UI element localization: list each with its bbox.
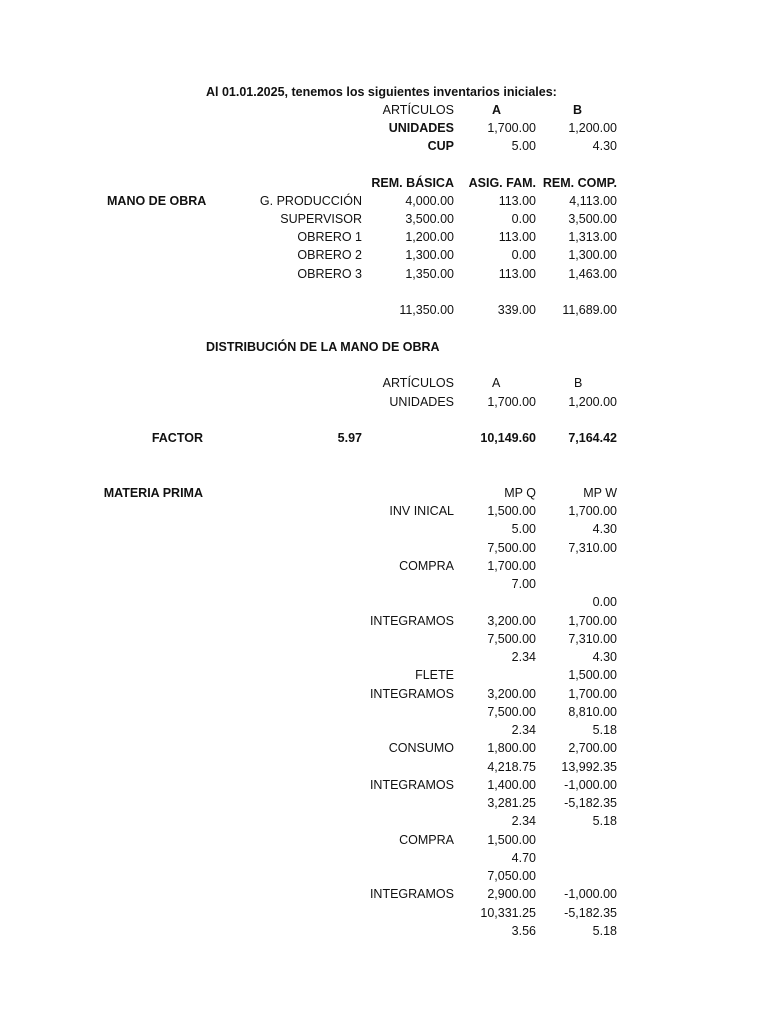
materials-row-label: CONSUMO xyxy=(388,741,454,755)
materials-row-label: FLETE xyxy=(415,668,454,682)
labor-row-name: G. PRODUCCIÓN xyxy=(259,194,362,208)
materials-row-w: 13,992.35 xyxy=(561,760,617,774)
labor-row-comp: 1,300.00 xyxy=(568,248,617,262)
materials-row-w: 4.30 xyxy=(592,650,617,664)
labor-header-basic: REM. BÁSICA xyxy=(371,176,454,190)
labor-row-basic: 4,000.00 xyxy=(405,194,454,208)
materials-row-q: 5.00 xyxy=(511,522,536,536)
distribution-articles-label: ARTÍCULOS xyxy=(382,376,454,390)
materials-row-q: 2.34 xyxy=(511,723,536,737)
materials-row-q: 4,218.75 xyxy=(487,760,536,774)
materials-row-w: 1,700.00 xyxy=(568,687,617,701)
inventory-cup-label: CUP xyxy=(427,139,454,153)
inventory-units-label: UNIDADES xyxy=(388,121,454,135)
materials-row-q: 1,800.00 xyxy=(487,741,536,755)
materials-row-w: 7,310.00 xyxy=(568,632,617,646)
distribution-units-label: UNIDADES xyxy=(389,395,454,409)
materials-section-label: MATERIA PRIMA xyxy=(103,486,203,500)
distribution-col-a: A xyxy=(492,376,501,390)
factor-b: 7,164.42 xyxy=(568,431,617,445)
labor-row-basic: 1,300.00 xyxy=(405,248,454,262)
materials-row-label: COMPRA xyxy=(399,559,454,573)
labor-header-fam: ASIG. FAM. xyxy=(468,176,536,190)
labor-row-fam: 0.00 xyxy=(511,248,536,262)
materials-row-w: 5.18 xyxy=(592,814,617,828)
labor-row-comp: 1,463.00 xyxy=(568,267,617,281)
distribution-units-b: 1,200.00 xyxy=(568,395,617,409)
materials-row-w: -1,000.00 xyxy=(564,778,617,792)
materials-row-w: 5.18 xyxy=(592,723,617,737)
materials-row-q: 4.70 xyxy=(511,851,536,865)
materials-row-w: 5.18 xyxy=(592,924,617,938)
materials-col-q: MP Q xyxy=(504,486,536,500)
page-title: Al 01.01.2025, tenemos los siguientes inventarios iniciales: xyxy=(206,85,557,99)
inventory-units-b: 1,200.00 xyxy=(568,121,617,135)
labor-row-comp: 3,500.00 xyxy=(568,212,617,226)
materials-row-q: 2,900.00 xyxy=(487,887,536,901)
labor-row-basic: 1,350.00 xyxy=(405,267,454,281)
labor-section-label: MANO DE OBRA xyxy=(107,194,207,208)
inventory-articles-label: ARTÍCULOS xyxy=(382,103,454,117)
materials-row-q: 7,050.00 xyxy=(487,869,536,883)
materials-row-q: 1,500.00 xyxy=(487,504,536,518)
materials-row-w: 7,310.00 xyxy=(568,541,617,555)
factor-a: 10,149.60 xyxy=(480,431,536,445)
distribution-col-b: B xyxy=(574,376,583,390)
distribution-units-a: 1,700.00 xyxy=(487,395,536,409)
distribution-title: DISTRIBUCIÓN DE LA MANO DE OBRA xyxy=(206,340,440,354)
materials-row-w: 2,700.00 xyxy=(568,741,617,755)
materials-row-q: 3,200.00 xyxy=(487,687,536,701)
labor-row-name: OBRERO 2 xyxy=(297,248,362,262)
materials-row-label: INTEGRAMOS xyxy=(369,687,454,701)
materials-row-q: 3,200.00 xyxy=(487,614,536,628)
materials-row-label: INTEGRAMOS xyxy=(369,778,454,792)
materials-row-q: 7,500.00 xyxy=(487,705,536,719)
inventory-cup-b: 4.30 xyxy=(592,139,617,153)
labor-total-fam: 339.00 xyxy=(497,303,536,317)
materials-row-label: INTEGRAMOS xyxy=(369,887,454,901)
labor-row-fam: 113.00 xyxy=(498,230,536,244)
labor-row-basic: 3,500.00 xyxy=(405,212,454,226)
labor-total-basic: 11,350.00 xyxy=(399,303,454,317)
labor-row-basic: 1,200.00 xyxy=(405,230,454,244)
labor-row-fam: 113.00 xyxy=(498,267,536,281)
materials-row-q: 1,500.00 xyxy=(487,833,536,847)
materials-row-w: 1,700.00 xyxy=(568,614,617,628)
factor-value: 5.97 xyxy=(337,431,362,445)
inventory-cup-a: 5.00 xyxy=(511,139,536,153)
materials-row-w: 0.00 xyxy=(592,595,617,609)
inventory-col-b: B xyxy=(573,103,583,117)
materials-row-q: 2.34 xyxy=(511,650,536,664)
labor-row-name: OBRERO 3 xyxy=(297,267,362,281)
materials-row-w: -5,182.35 xyxy=(564,906,617,920)
materials-row-w: 1,700.00 xyxy=(568,504,617,518)
materials-col-w: MP W xyxy=(583,486,617,500)
materials-row-w: 4.30 xyxy=(592,522,617,536)
materials-row-q: 7,500.00 xyxy=(487,632,536,646)
materials-row-q: 3.56 xyxy=(511,924,536,938)
labor-row-fam: 113.00 xyxy=(498,194,536,208)
labor-row-fam: 0.00 xyxy=(511,212,536,226)
labor-row-name: OBRERO 1 xyxy=(297,230,362,244)
materials-row-w: 1,500.00 xyxy=(568,668,617,682)
labor-header-comp: REM. COMP. xyxy=(542,176,617,190)
materials-row-w: -5,182.35 xyxy=(564,796,617,810)
labor-total-comp: 11,689.00 xyxy=(562,303,617,317)
materials-row-label: INV INICAL xyxy=(389,504,454,518)
materials-row-w: -1,000.00 xyxy=(564,887,617,901)
materials-row-q: 10,331.25 xyxy=(480,906,536,920)
labor-row-name: SUPERVISOR xyxy=(280,212,362,226)
materials-row-label: INTEGRAMOS xyxy=(369,614,454,628)
materials-row-q: 3,281.25 xyxy=(487,796,536,810)
inventory-units-a: 1,700.00 xyxy=(487,121,536,135)
materials-row-q: 1,700.00 xyxy=(487,559,536,573)
materials-row-w: 8,810.00 xyxy=(568,705,617,719)
labor-row-comp: 4,113.00 xyxy=(569,194,617,208)
materials-row-q: 2.34 xyxy=(511,814,536,828)
materials-row-q: 7.00 xyxy=(511,577,536,591)
labor-row-comp: 1,313.00 xyxy=(568,230,617,244)
materials-row-label: COMPRA xyxy=(399,833,454,847)
materials-row-q: 7,500.00 xyxy=(487,541,536,555)
materials-row-q: 1,400.00 xyxy=(487,778,536,792)
inventory-col-a: A xyxy=(492,103,502,117)
factor-label: FACTOR xyxy=(151,431,203,445)
